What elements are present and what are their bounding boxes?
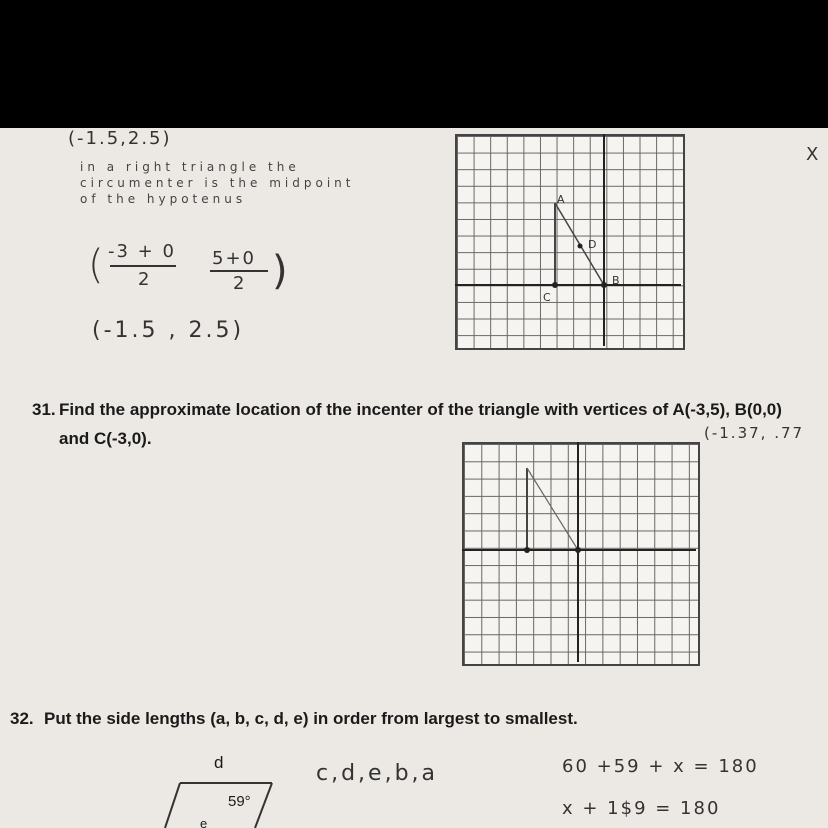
close-paren: ) xyxy=(272,248,291,294)
handwritten-note-line-3: of the hypotenus xyxy=(80,192,247,206)
fraction-2-numerator: 5+0 xyxy=(212,248,256,269)
side-label-d: d xyxy=(214,753,224,772)
question-32-number: 32. xyxy=(10,709,34,728)
handwritten-note-line-2: circumenter is the midpoint xyxy=(80,176,355,190)
handwritten-order-answer: c,d,e,b,a xyxy=(316,761,439,786)
fraction-1-numerator: -3 + 0 xyxy=(108,241,176,262)
fraction-2-denominator: 2 xyxy=(233,273,247,294)
handwritten-point: (-1.5,2.5) xyxy=(68,128,172,149)
worksheet-page xyxy=(0,128,828,828)
question-32-text: Put the side lengths (a, b, c, d, e) in order from largest to smallest. xyxy=(44,709,578,728)
fraction-1-denominator: 2 xyxy=(138,269,152,290)
angle-label: 59° xyxy=(228,793,251,810)
open-paren: ( xyxy=(88,242,107,288)
corner-x-mark: X xyxy=(806,144,821,165)
handwritten-note-line-1: in a right triangle the xyxy=(80,160,300,174)
label-b: B xyxy=(612,274,620,287)
label-c: C xyxy=(543,291,551,304)
handwritten-answer-31: (-1.37, .77 xyxy=(704,424,805,442)
side-label-e: e xyxy=(200,816,208,828)
handwritten-equation-2: x + 1$9 = 180 xyxy=(562,798,721,819)
handwritten-equation-1: 60 +59 + x = 180 xyxy=(562,756,759,777)
label-a: A xyxy=(557,193,565,206)
label-d: D xyxy=(588,238,597,251)
triangle-32-drawing xyxy=(0,128,828,828)
handwritten-answer-30: (-1.5 , 2.5) xyxy=(92,318,245,343)
question-31-text-line-2: and C(-3,0). xyxy=(59,429,152,448)
black-top-border xyxy=(0,0,828,128)
question-31-number: 31. xyxy=(32,400,56,419)
question-31-text-line-1: Find the approximate location of the incenter of the triangle with vertices of A(-3,5), B(0,0) xyxy=(59,400,782,419)
